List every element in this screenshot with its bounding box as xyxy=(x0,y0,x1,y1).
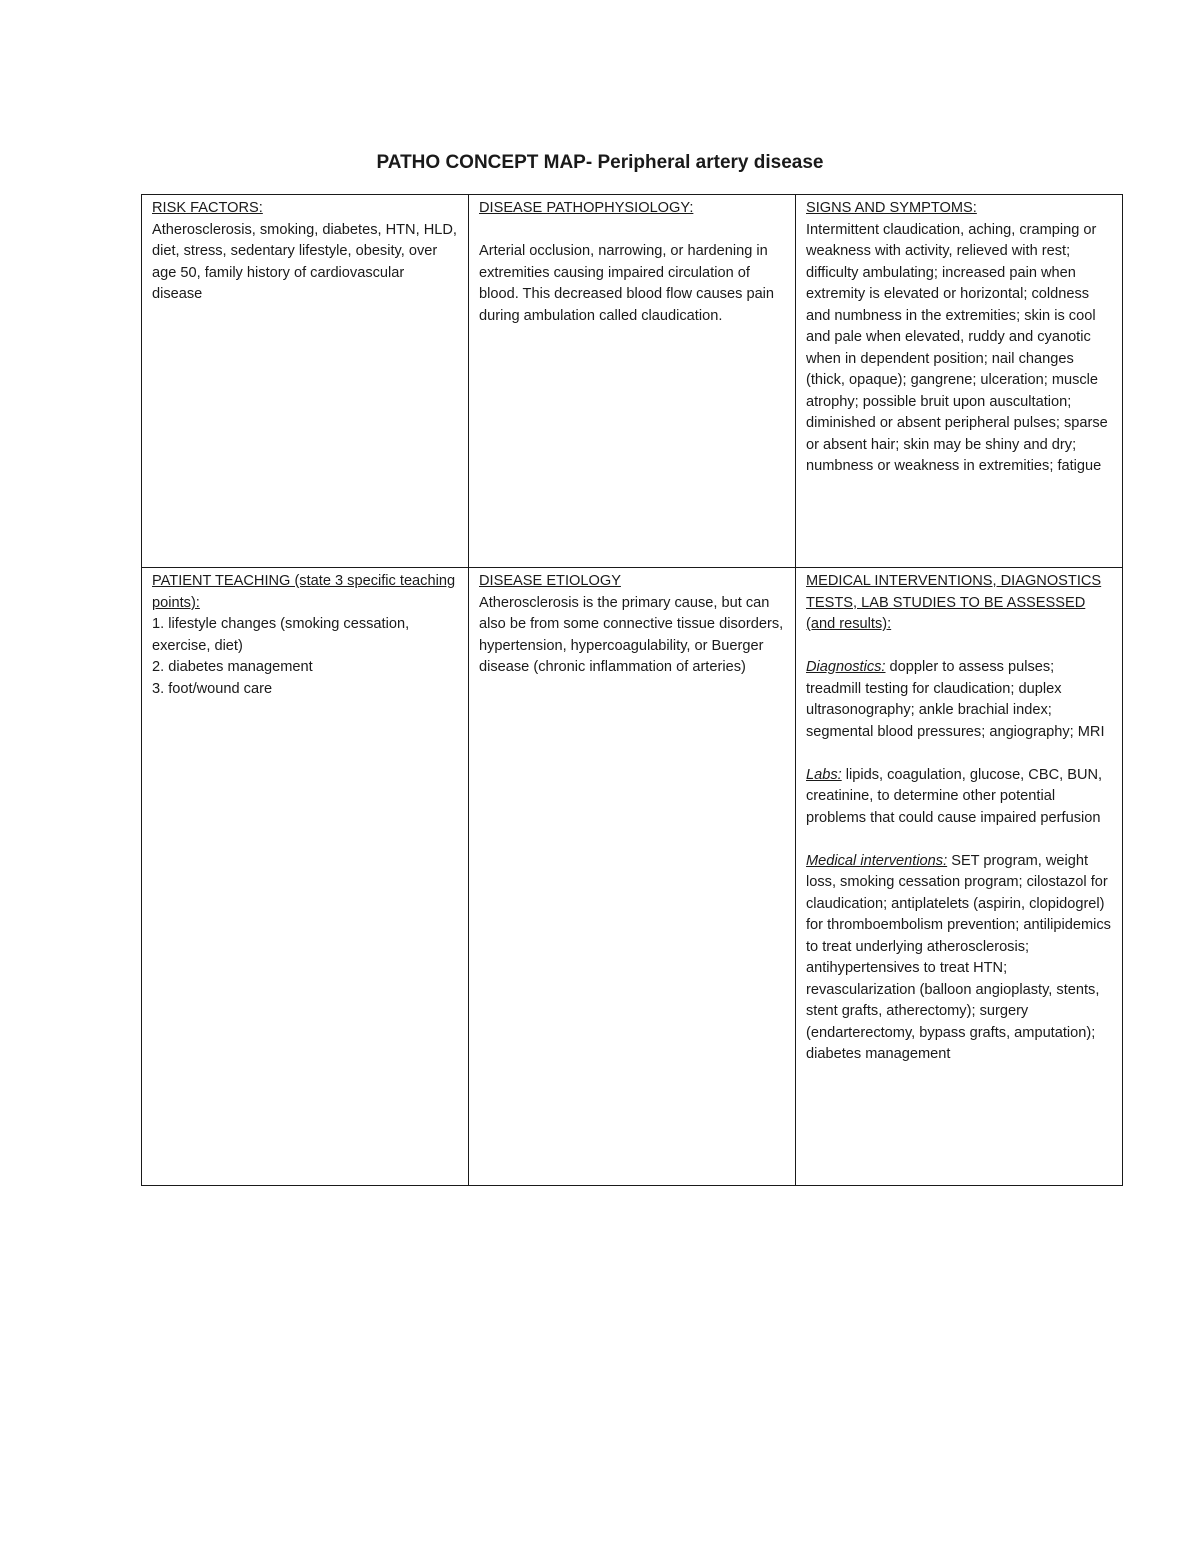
etiology-text: Atherosclerosis is the primary cause, but can also be from some connective tissue disorders, hypertension, hypercoagulability, or Buerger disease (chronic inflammation of arteries) xyxy=(479,594,784,675)
medical-interventions-heading: MEDICAL INTERVENTIONS, DIAGNOSTICS TESTS, LAB STUDIES TO BE ASSESSED (and results): xyxy=(806,573,1102,632)
medical-interventions-cell xyxy=(796,568,1123,1186)
concept-map-table xyxy=(141,194,1123,1186)
table-row xyxy=(142,568,1123,1186)
diagnostics-text: doppler to assess pulses; treadmill testing for claudication; duplex ultrasonography; ankle brachial index; segmental blood pressures; angiography; MRI xyxy=(806,659,1105,740)
etiology-cell xyxy=(469,568,796,1186)
teaching-points-list xyxy=(152,614,458,700)
blank-line xyxy=(806,636,1112,658)
interventions-label: Medical interventions: xyxy=(806,852,948,869)
pathophysiology-text: Arterial occlusion, narrowing, or hardening in extremities causing impaired circulation of blood. This decreased blood flow causes pain during ambulation called claudication. xyxy=(479,243,775,324)
signs-symptoms-heading: SIGNS AND SYMPTOMS: xyxy=(806,200,977,216)
labs-text: lipids, coagulation, glucose, CBC, BUN, creatinine, to determine other potential problems that could cause impaired perfusion xyxy=(806,766,1103,826)
diagnostics-label: Diagnostics: xyxy=(806,659,886,675)
list-item: 3. foot/wound care xyxy=(152,680,273,697)
blank-line xyxy=(479,220,785,242)
diagnostics-paragraph xyxy=(806,657,1112,743)
page-title: PATHO CONCEPT MAP- Peripheral artery disease xyxy=(376,152,824,173)
pathophysiology-cell xyxy=(469,195,796,568)
interventions-paragraph xyxy=(806,851,1112,1066)
interventions-text: SET program, weight loss, smoking cessation program; cilostazol for claudication; antiplatelets (aspirin, clopidogrel) for thromboembolism prevention; antilipidemics to treat underlying atherosclerosis; antihypertensives to treat HTN; revascularization (balloon angioplasty, stents, stent grafts, atherectomy); surgery (endarterectomy, bypass grafts, amputation); diabetes management xyxy=(806,852,1111,1062)
signs-symptoms-cell xyxy=(796,195,1123,568)
signs-symptoms-text: Intermittent claudication, aching, cramping or weakness with activity, relieved with rest; difficulty ambulating; increased pain when extremity is elevated or horizontal; coldness and numbness in the extremities; skin is cool and pale when elevated, ruddy and cyanotic when in dependent position; nail changes (thick, opaque); gangrene; ulceration; muscle atrophy; possible bruit upon auscultation; diminished or absent peripheral pulses; sparse or absent hair; skin may be shiny and dry; numbness or weakness in extremities; fatigue xyxy=(806,221,1108,474)
patient-teaching-heading: PATIENT TEACHING (state 3 specific teaching points): xyxy=(152,573,456,611)
risk-factors-text: Atherosclerosis, smoking, diabetes, HTN, HLD, diet, stress, sedentary lifestyle, obesity, over age 50, family history of cardiovascular disease xyxy=(152,221,457,302)
etiology-heading: DISEASE ETIOLOGY xyxy=(479,573,621,589)
patient-teaching-cell xyxy=(142,568,469,1186)
blank-line xyxy=(806,829,1112,851)
pathophysiology-heading: DISEASE PATHOPHYSIOLOGY: xyxy=(479,200,694,216)
list-item: 2. diabetes management xyxy=(152,659,313,675)
labs-label: Labs: xyxy=(806,766,842,783)
labs-paragraph xyxy=(806,765,1112,830)
table-row xyxy=(142,195,1123,568)
list-item: 1. lifestyle changes (smoking cessation, exercise, diet) xyxy=(152,616,410,654)
risk-factors-cell xyxy=(142,195,469,568)
risk-factors-heading: RISK FACTORS: xyxy=(152,200,263,216)
blank-line xyxy=(806,743,1112,765)
